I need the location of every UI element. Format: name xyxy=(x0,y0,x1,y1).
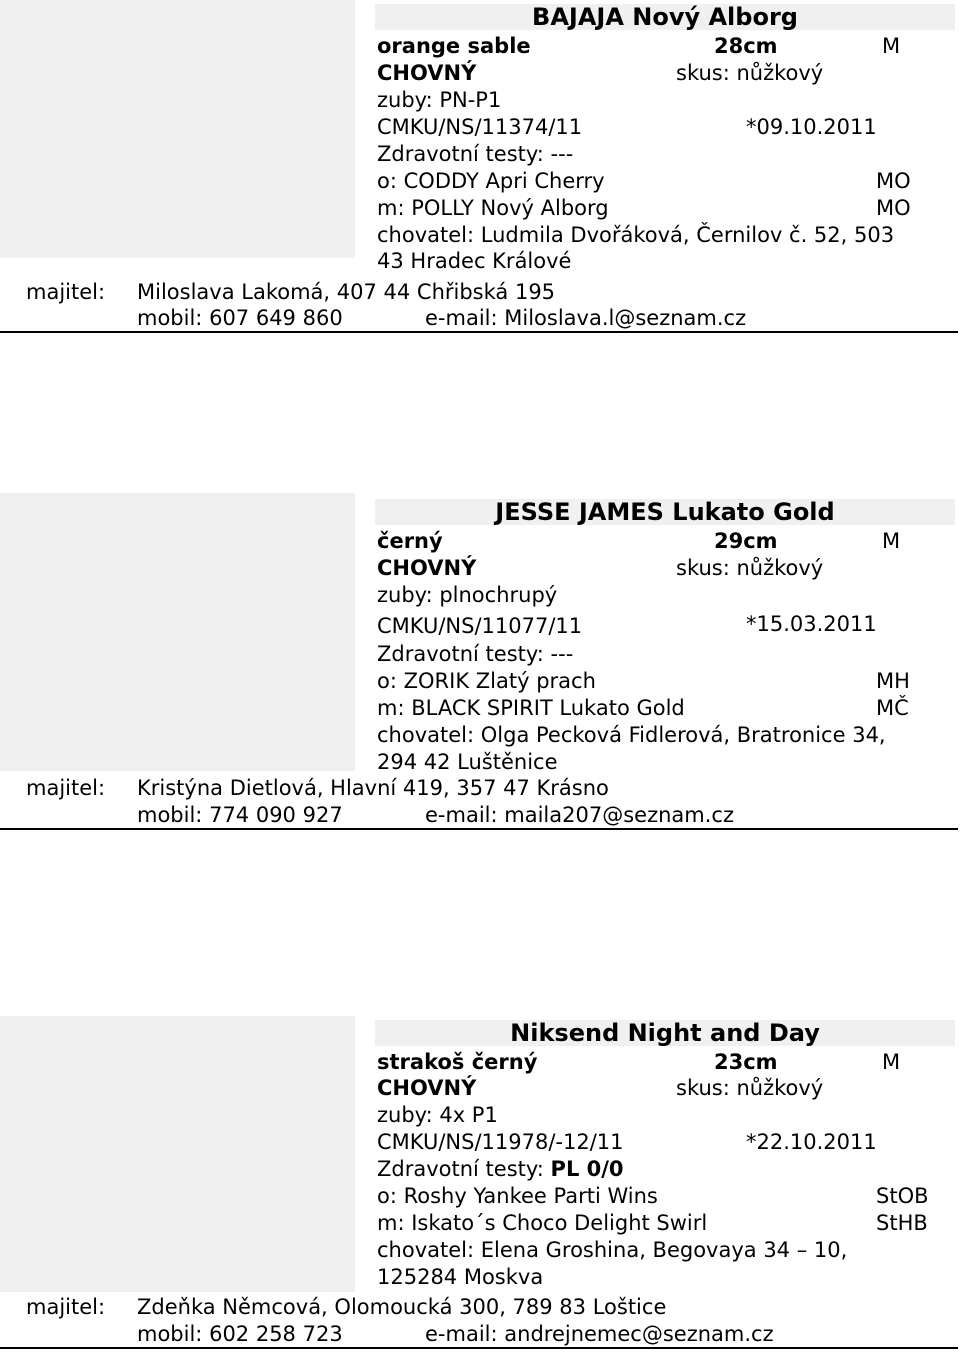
mobile-row xyxy=(137,802,343,828)
breeder-address-cont: 294 42 Luštěnice xyxy=(377,750,558,774)
breeder-row xyxy=(377,222,894,248)
teeth-row xyxy=(377,87,501,113)
father-title: MH xyxy=(876,669,910,693)
health-label: Zdravotní testy: xyxy=(377,642,544,666)
breeder-address: Olga Pecková Fidlerová, Bratronice 34, xyxy=(480,723,886,747)
owner-address: Kristýna Dietlová, Hlavní 419, 357 47 Krásno xyxy=(137,776,609,800)
divider-line xyxy=(0,331,958,333)
teeth-value: PN-P1 xyxy=(439,88,502,112)
mother-label: m: xyxy=(377,196,405,220)
mobile-row xyxy=(137,305,343,331)
photo-placeholder xyxy=(0,1016,355,1292)
email-label: e-mail: xyxy=(425,803,498,827)
breeding-label: CHOVNÝ xyxy=(377,1076,477,1100)
mother-row xyxy=(377,1210,707,1236)
breeder-row xyxy=(377,1237,847,1263)
mobile-label: mobil: xyxy=(137,306,203,330)
teeth-label: zuby: xyxy=(377,88,433,112)
father-row xyxy=(377,168,605,194)
birth-date: *09.10.2011 xyxy=(746,115,877,139)
health-value: PL 0/0 xyxy=(550,1157,624,1181)
dog-sex: M xyxy=(882,1050,901,1074)
coat-color: strakoš černý xyxy=(377,1050,538,1074)
dog-sex: M xyxy=(882,529,901,553)
photo-placeholder xyxy=(0,0,355,258)
breeder-label: chovatel: xyxy=(377,223,475,247)
teeth-label: zuby: xyxy=(377,583,433,607)
mobile-number: 774 090 927 xyxy=(209,803,343,827)
mobile-label: mobil: xyxy=(137,803,203,827)
teeth-row xyxy=(377,582,557,608)
bite-type: skus: nůžkový xyxy=(676,61,824,85)
divider-line xyxy=(0,1347,958,1349)
breeder-label: chovatel: xyxy=(377,1238,475,1262)
mother-title: StHB xyxy=(876,1211,928,1235)
coat-color: orange sable xyxy=(377,34,531,58)
photo-placeholder xyxy=(0,493,355,771)
coat-color: černý xyxy=(377,529,443,553)
breeder-address-cont: 125284 Moskva xyxy=(377,1265,544,1289)
registration-number: CMKU/NS/11978/-12/11 xyxy=(377,1130,624,1154)
owner-address: Miloslava Lakomá, 407 44 Chřibská 195 xyxy=(137,280,556,304)
health-row xyxy=(377,641,573,667)
email-label: e-mail: xyxy=(425,306,498,330)
mobile-label: mobil: xyxy=(137,1322,203,1346)
mother-name: POLLY Nový Alborg xyxy=(411,196,609,220)
mother-label: m: xyxy=(377,696,405,720)
email-address: Miloslava.l@seznam.cz xyxy=(504,306,747,330)
breeder-label: chovatel: xyxy=(377,723,475,747)
father-label: o: xyxy=(377,669,397,693)
birth-date: *15.03.2011 xyxy=(746,612,877,636)
health-label: Zdravotní testy: xyxy=(377,142,544,166)
teeth-value: plnochrupý xyxy=(439,583,558,607)
father-name: Roshy Yankee Parti Wins xyxy=(403,1184,658,1208)
divider-line xyxy=(0,828,958,830)
email-label: e-mail: xyxy=(425,1322,498,1346)
mother-label: m: xyxy=(377,1211,405,1235)
email-address: andrejnemec@seznam.cz xyxy=(504,1322,774,1346)
bite-type: skus: nůžkový xyxy=(676,1076,824,1100)
dog-sex: M xyxy=(882,34,901,58)
mother-row xyxy=(377,195,609,221)
father-row xyxy=(377,1183,658,1209)
birth-date: *22.10.2011 xyxy=(746,1130,877,1154)
father-title: MO xyxy=(876,169,911,193)
father-name: CODDY Apri Cherry xyxy=(403,169,605,193)
owner-address: Zdeňka Němcová, Olomoucká 300, 789 83 Loštice xyxy=(137,1295,667,1319)
registration-number: CMKU/NS/11374/11 xyxy=(377,115,583,139)
dog-height: 23cm xyxy=(714,1050,778,1074)
email-row xyxy=(425,802,734,828)
mother-name: BLACK SPIRIT Lukato Gold xyxy=(411,696,685,720)
mother-title: MČ xyxy=(876,696,909,720)
health-row xyxy=(377,141,573,167)
dog-name: Niksend Night and Day xyxy=(510,1019,820,1047)
email-address: maila207@seznam.cz xyxy=(504,803,734,827)
mother-row xyxy=(377,695,685,721)
mobile-number: 607 649 860 xyxy=(209,306,343,330)
mobile-number: 602 258 723 xyxy=(209,1322,343,1346)
teeth-row xyxy=(377,1102,498,1128)
breeder-address-cont: 43 Hradec Králové xyxy=(377,249,572,273)
teeth-label: zuby: xyxy=(377,1103,433,1127)
dog-name: BAJAJA Nový Alborg xyxy=(532,3,798,31)
mobile-row xyxy=(137,1321,343,1347)
owner-label: majitel: xyxy=(26,280,106,304)
owner-label: majitel: xyxy=(26,1295,106,1319)
dog-entry xyxy=(0,493,960,833)
health-value: --- xyxy=(550,642,574,666)
father-name: ZORIK Zlatý prach xyxy=(403,669,596,693)
father-label: o: xyxy=(377,1184,397,1208)
father-title: StOB xyxy=(876,1184,929,1208)
health-label: Zdravotní testy: xyxy=(377,1157,544,1181)
breeder-row xyxy=(377,722,886,748)
mother-name: Iskato´s Choco Delight Swirl xyxy=(411,1211,708,1235)
health-value: --- xyxy=(550,142,574,166)
dog-name: JESSE JAMES Lukato Gold xyxy=(495,498,835,526)
health-row xyxy=(377,1156,624,1182)
breeding-label: CHOVNÝ xyxy=(377,556,477,580)
dog-entry xyxy=(0,0,960,335)
mother-title: MO xyxy=(876,196,911,220)
email-row xyxy=(425,305,746,331)
dog-entry xyxy=(0,1016,960,1352)
breeding-label: CHOVNÝ xyxy=(377,61,477,85)
teeth-value: 4x P1 xyxy=(439,1103,498,1127)
bite-type: skus: nůžkový xyxy=(676,556,824,580)
breeder-address: Ludmila Dvořáková, Černilov č. 52, 503 xyxy=(480,223,895,247)
father-row xyxy=(377,668,596,694)
dog-height: 28cm xyxy=(714,34,778,58)
father-label: o: xyxy=(377,169,397,193)
breeder-address: Elena Groshina, Begovaya 34 – 10, xyxy=(480,1238,848,1262)
owner-label: majitel: xyxy=(26,776,106,800)
dog-height: 29cm xyxy=(714,529,778,553)
email-row xyxy=(425,1321,774,1347)
registration-number: CMKU/NS/11077/11 xyxy=(377,614,583,638)
